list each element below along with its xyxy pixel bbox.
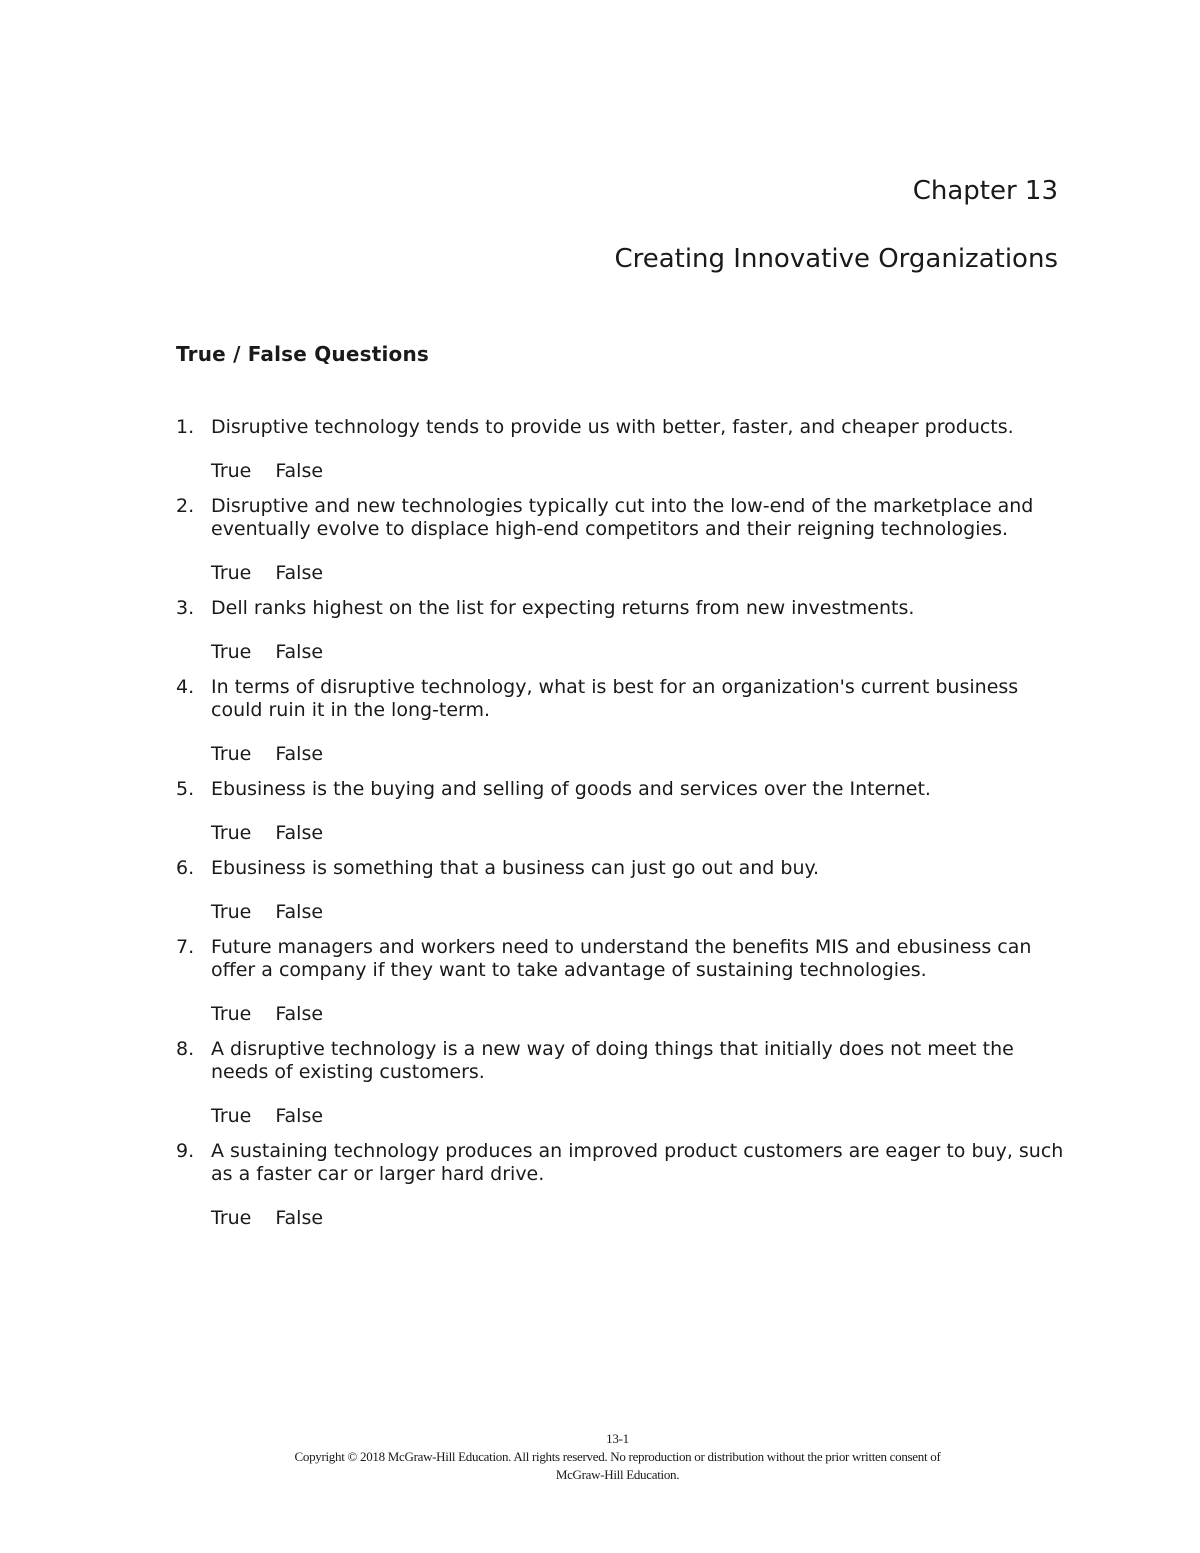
- option-false: False: [275, 641, 324, 663]
- answer-options: [211, 641, 1066, 664]
- question-3: [176, 597, 1066, 664]
- question-text: In terms of disruptive technology, what is best for an organization's current business could ruin it in the long-term.: [211, 676, 1019, 721]
- question-text: Disruptive technology tends to provide us with better, faster, and cheaper products.: [211, 416, 1014, 438]
- question-number: 5.: [176, 778, 195, 800]
- option-true: True: [211, 1207, 252, 1229]
- question-7: [176, 936, 1066, 1026]
- answer-options: [211, 562, 1066, 585]
- chapter-title: Creating Innovative Organizations: [614, 244, 1058, 274]
- question-text: Ebusiness is the buying and selling of goods and services over the Internet.: [211, 778, 931, 800]
- question-8: [176, 1038, 1066, 1128]
- option-true: True: [211, 822, 252, 844]
- question-number: 4.: [176, 676, 195, 698]
- question-number: 3.: [176, 597, 195, 619]
- question-number: 9.: [176, 1140, 195, 1162]
- answer-options: [211, 1207, 1066, 1230]
- question-4: [176, 676, 1066, 766]
- question-5: [176, 778, 1066, 845]
- option-false: False: [275, 1105, 324, 1127]
- question-6: [176, 857, 1066, 924]
- question-text: Disruptive and new technologies typically cut into the low-end of the marketplace and eventually evolve to displace high-end competitors and their reigning technologies.: [211, 495, 1034, 540]
- option-true: True: [211, 1105, 252, 1127]
- option-true: True: [211, 460, 252, 482]
- answer-options: [211, 1003, 1066, 1026]
- answer-options: [211, 822, 1066, 845]
- section-heading: True / False Questions: [176, 342, 430, 366]
- answer-options: [211, 460, 1066, 483]
- option-false: False: [275, 1207, 324, 1229]
- option-false: False: [275, 822, 324, 844]
- page-footer: [0, 1430, 1200, 1484]
- question-number: 1.: [176, 416, 195, 438]
- question-1: [176, 416, 1066, 483]
- question-number: 7.: [176, 936, 195, 958]
- option-true: True: [211, 743, 252, 765]
- question-text: A disruptive technology is a new way of doing things that initially does not meet the needs of existing customers.: [211, 1038, 1014, 1083]
- option-false: False: [275, 562, 324, 584]
- question-text: A sustaining technology produces an improved product customers are eager to buy, such as a faster car or larger hard drive.: [211, 1140, 1064, 1185]
- question-number: 2.: [176, 495, 195, 517]
- question-text: Future managers and workers need to understand the benefits MIS and ebusiness can offer a company if they want to take advantage of sustaining technologies.: [211, 936, 1032, 981]
- option-false: False: [275, 901, 324, 923]
- question-2: [176, 495, 1066, 585]
- copyright-line-2: McGraw-Hill Education.: [555, 1467, 680, 1482]
- answer-options: [211, 1105, 1066, 1128]
- question-number: 6.: [176, 857, 195, 879]
- option-false: False: [275, 743, 324, 765]
- page-number: 13-1: [606, 1431, 629, 1446]
- question-number: 8.: [176, 1038, 195, 1060]
- option-false: False: [275, 460, 324, 482]
- option-false: False: [275, 1003, 324, 1025]
- option-true: True: [211, 1003, 252, 1025]
- answer-options: [211, 743, 1066, 766]
- question-list: [176, 416, 1066, 1242]
- answer-options: [211, 901, 1066, 924]
- question-text: Ebusiness is something that a business can just go out and buy.: [211, 857, 820, 879]
- question-9: [176, 1140, 1066, 1230]
- question-text: Dell ranks highest on the list for expecting returns from new investments.: [211, 597, 915, 619]
- option-true: True: [211, 901, 252, 923]
- option-true: True: [211, 562, 252, 584]
- option-true: True: [211, 641, 252, 663]
- chapter-number: Chapter 13: [912, 176, 1058, 206]
- copyright-line-1: Copyright © 2018 McGraw-Hill Education. All rights reserved. No reproduction or distribution without the prior written consent of: [294, 1449, 941, 1464]
